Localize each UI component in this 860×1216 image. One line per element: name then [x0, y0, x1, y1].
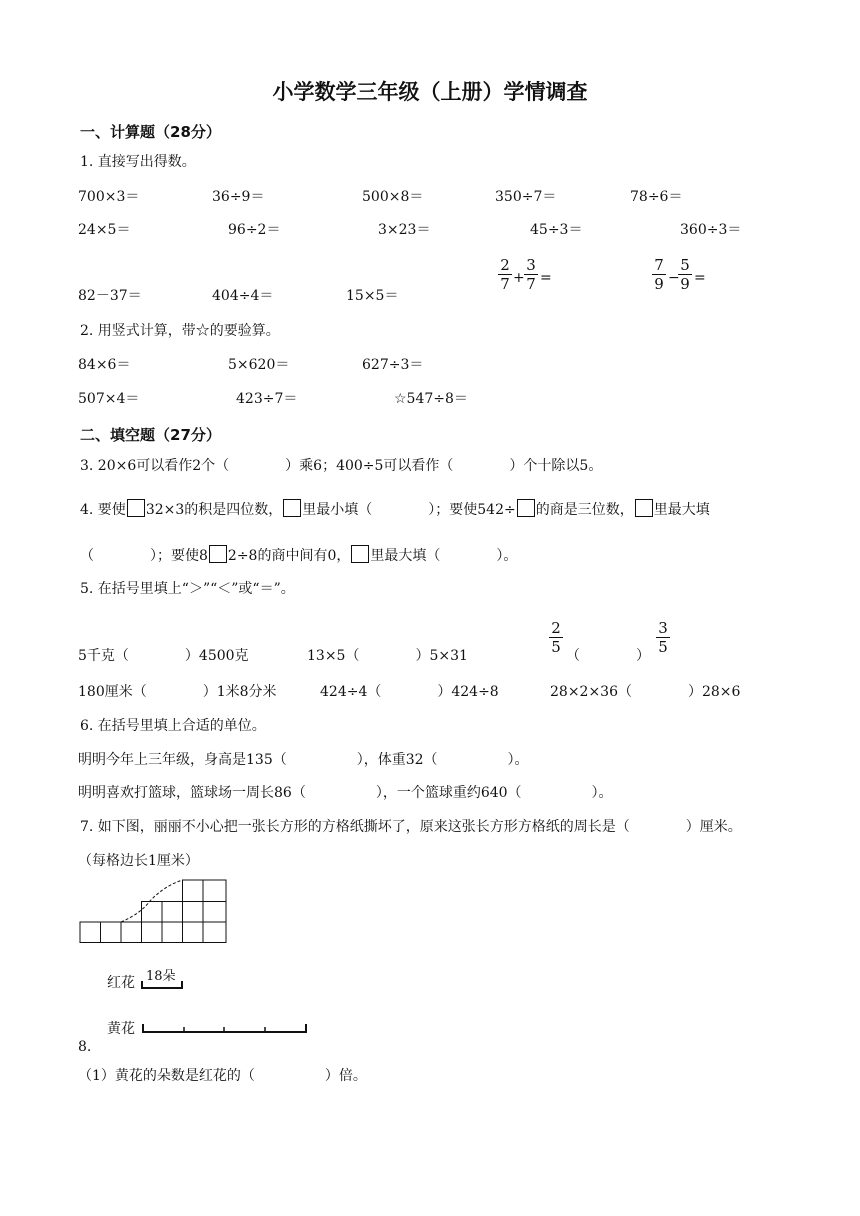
question-8-sub1: （1）黄花的朵数是红花的（ ）倍。 — [78, 1068, 367, 1084]
blank-box — [635, 499, 653, 517]
q1-item: 45÷3＝ — [530, 222, 583, 238]
page-title: 小学数学三年级（上册）学情调查 — [272, 80, 588, 104]
fraction-equals: = — [694, 270, 706, 286]
yellow-flower-label: 黄花 — [107, 1021, 135, 1037]
fraction-numerator: 3 — [526, 256, 536, 274]
fraction-3-5 — [656, 619, 670, 656]
q6-line: 明明今年上三年级，身高是135（ ），体重32（ ）。 — [78, 752, 529, 768]
red-flower-label: 红花 — [107, 975, 135, 991]
fraction-denominator: 5 — [551, 638, 561, 656]
question-7-label: 7. 如下图，丽丽不小心把一张长方形的方格纸撕坏了，原来这张长方形方格纸的周长是（ ）厘米。 — [80, 819, 742, 835]
yellow-flower-bar — [138, 1022, 312, 1036]
q1-item: 36÷9＝ — [212, 189, 265, 205]
q5-compare: 5千克（ ）4500克 — [78, 648, 249, 664]
fraction-numerator: 2 — [551, 619, 561, 637]
q6-line: 明明喜欢打篮球，篮球场一周长86（ ），一个篮球重约640（ ）。 — [78, 785, 613, 801]
q2-item: 627÷3＝ — [362, 357, 424, 373]
question-4-line2 — [80, 545, 517, 565]
question-4-line1 — [80, 499, 710, 519]
fraction-numerator: 2 — [500, 256, 510, 274]
question-6-label: 6. 在括号里填上合适的单位。 — [80, 718, 266, 734]
question-2-label: 2. 用竖式计算，带☆的要验算。 — [80, 323, 280, 339]
q1-item: 3×23＝ — [378, 222, 431, 238]
q2-item: 84×6＝ — [78, 357, 131, 373]
q1-item: 15×5＝ — [346, 288, 399, 304]
q1-item: 96÷2＝ — [228, 222, 281, 238]
blank-box — [127, 499, 145, 517]
q1-item: 24×5＝ — [78, 222, 131, 238]
question-3: 3. 20×6可以看作2个（ ）乘6；400÷5可以看作（ ）个十除以5。 — [80, 458, 603, 474]
fraction-5-9 — [678, 256, 692, 293]
fraction-7-9 — [652, 256, 666, 293]
question-5-label: 5. 在括号里填上“＞”“＜”或“＝”。 — [80, 581, 295, 597]
q2-item: 423÷7＝ — [236, 391, 298, 407]
q4-text: 2÷8的商中间有0， — [227, 548, 351, 564]
blank-box — [209, 545, 227, 563]
red-flower-count: 18朵 — [146, 969, 176, 984]
section-heading-fill-blank: 二、填空题（27分） — [80, 426, 221, 444]
blank-box — [517, 499, 535, 517]
fraction-2-5 — [549, 619, 563, 656]
q4-text: 32×3的积是四位数， — [145, 502, 283, 518]
q2-item: 507×4＝ — [78, 391, 140, 407]
q4-text: 里最大填（ ）。 — [370, 548, 518, 564]
question-8-number: 8. — [78, 1039, 92, 1055]
q1-item: 404÷4＝ — [212, 288, 274, 304]
fraction-numerator: 5 — [680, 256, 690, 274]
fraction-3-7 — [524, 256, 538, 293]
fraction-operator: − — [668, 270, 680, 286]
q1-item: 360÷3＝ — [680, 222, 742, 238]
q1-item: 500×8＝ — [362, 189, 424, 205]
fraction-operator: + — [513, 270, 525, 286]
section-heading-calculation: 一、计算题（28分） — [80, 123, 221, 141]
fraction-denominator: 7 — [500, 275, 510, 293]
q5-compare: 180厘米（ ）1米8分米 — [78, 684, 277, 700]
blank-box — [283, 499, 301, 517]
torn-grid-figure — [78, 876, 230, 946]
question-1-label: 1. 直接写出得数。 — [80, 154, 196, 170]
fraction-denominator: 9 — [680, 275, 690, 293]
q5-compare: 424÷4（ ）424÷8 — [320, 684, 499, 700]
q4-text: 的商是三位数， — [535, 502, 634, 518]
fraction-denominator: 7 — [526, 275, 536, 293]
fraction-equals: = — [540, 270, 552, 286]
red-flower-bar — [138, 980, 188, 992]
fraction-numerator: 7 — [654, 256, 664, 274]
blank-box — [351, 545, 369, 563]
q2-item: 5×620＝ — [228, 357, 290, 373]
q1-item: 700×3＝ — [78, 189, 140, 205]
fraction-denominator: 9 — [654, 275, 664, 293]
q5-compare: 13×5（ ）5×31 — [307, 648, 468, 664]
q1-item: 82－37＝ — [78, 288, 142, 304]
q5-compare: 28×2×36（ ）28×6 — [550, 684, 741, 700]
q4-text: 4. 要使 — [80, 502, 126, 518]
fraction-denominator: 5 — [658, 638, 668, 656]
fraction-numerator: 3 — [658, 619, 668, 637]
q1-item: 78÷6＝ — [630, 189, 683, 205]
question-7-note: （每格边长1厘米） — [78, 853, 199, 869]
fraction-2-7 — [498, 256, 512, 293]
q1-item: 350÷7＝ — [495, 189, 557, 205]
q4-text: 里最小填（ ）；要使542÷ — [302, 502, 516, 518]
q4-text: （ ）；要使8 — [80, 548, 208, 564]
q5-compare-paren: （ ） — [566, 648, 650, 664]
q2-item: ☆547÷8＝ — [394, 391, 468, 407]
q4-text: 里最大填 — [653, 502, 710, 518]
